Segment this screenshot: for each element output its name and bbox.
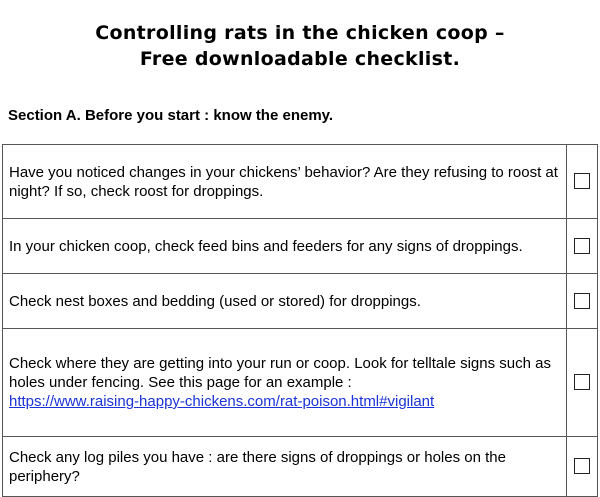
checkbox[interactable] bbox=[574, 173, 590, 189]
checkbox[interactable] bbox=[574, 458, 590, 474]
section-heading: Section A. Before you start : know the enemy. bbox=[8, 107, 334, 124]
checklist-item-checkbox-cell bbox=[567, 329, 598, 437]
document-title bbox=[0, 20, 600, 72]
checklist-item-text: In your chicken coop, check feed bins and feeders for any signs of droppings. bbox=[3, 219, 567, 274]
checklist-item-text-cell bbox=[3, 329, 567, 437]
checklist-item-checkbox-cell bbox=[567, 437, 598, 497]
checklist-row bbox=[3, 437, 598, 497]
checklist-item-text: Have you noticed changes in your chickens’ behavior? Are they refusing to roost at night? If so, check roost for droppings. bbox=[3, 145, 567, 219]
checkbox[interactable] bbox=[574, 238, 590, 254]
checklist-item-text: Check where they are getting into your run or coop. Look for telltale signs such as holes under fencing. See this page for an example : bbox=[9, 355, 551, 391]
checklist-row bbox=[3, 219, 598, 274]
checklist-item-checkbox-cell bbox=[567, 219, 598, 274]
checklist-item-checkbox-cell bbox=[567, 145, 598, 219]
checklist-row bbox=[3, 274, 598, 329]
checkbox[interactable] bbox=[574, 293, 590, 309]
example-link[interactable]: https://www.raising-happy-chickens.com/rat-poison.html#vigilant bbox=[9, 393, 435, 410]
checklist-row bbox=[3, 329, 598, 437]
title-line-1: Controlling rats in the chicken coop – bbox=[95, 22, 505, 44]
checklist-item-checkbox-cell bbox=[567, 274, 598, 329]
checklist-row bbox=[3, 145, 598, 219]
checklist-item-text: Check nest boxes and bedding (used or stored) for droppings. bbox=[3, 274, 567, 329]
checklist-table bbox=[2, 144, 598, 497]
checkbox[interactable] bbox=[574, 374, 590, 390]
title-line-2: Free downloadable checklist. bbox=[139, 48, 461, 70]
checklist-item-text: Check any log piles you have : are there signs of droppings or holes on the periphery? bbox=[3, 437, 567, 497]
